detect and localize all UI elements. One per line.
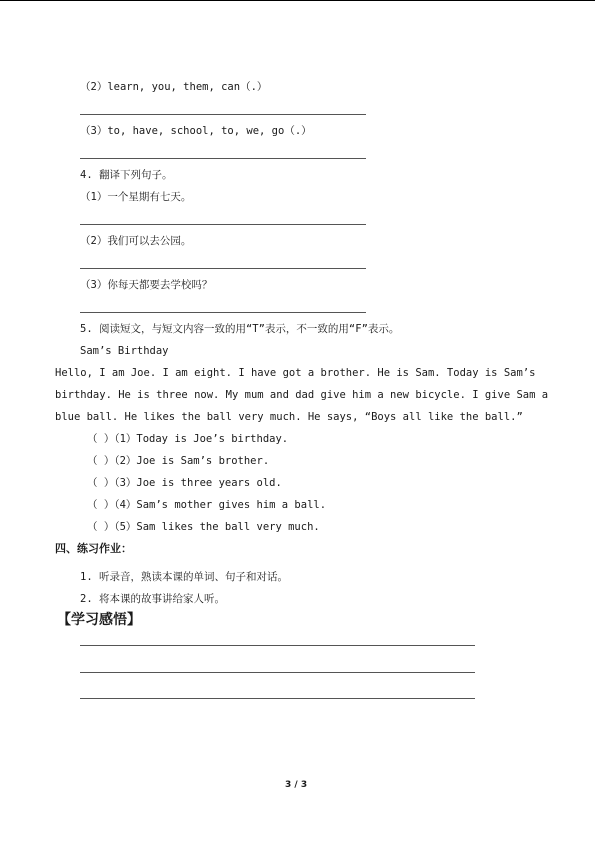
homework-heading: 四、练习作业： [55,542,132,555]
reflection-heading: 【学习感悟】 [57,612,141,628]
passage-line-1: Hello, I am Joe. I am eight. I have got a brother. He is Sam. Today is Sam’s [55,367,536,379]
passage-line-2: birthday. He is three now. My mum and dad give him a new bicycle. I give Sam a [55,389,549,401]
statement-2: （ ）（2）Joe is Sam’s brother. [87,455,270,467]
writing-line [80,672,475,673]
translate-item-3: （3）你每天都要去学校吗？ [80,279,213,291]
homework-item-1: 1. 听录音，熟读本课的单词、句子和对话。 [80,571,288,583]
passage-title: Sam’s Birthday [80,345,169,357]
answer-line [80,158,366,159]
writing-line [80,698,475,699]
translate-item-2: （2）我们可以去公园。 [80,235,192,247]
page-top-border [0,0,595,1]
translate-heading: 4. 翻译下列句子。 [80,169,173,181]
page-number: 3 / 3 [285,780,308,790]
homework-item-2: 2. 将本课的故事讲给家人听。 [80,593,225,605]
ordering-question-2: （2）learn, you, them, can（.） [80,81,268,93]
answer-line [80,224,366,225]
passage-line-3: blue ball. He likes the ball very much. He says, “Boys all like the ball.” [55,411,523,423]
statement-5: （ ）（5）Sam likes the ball very much. [87,521,320,533]
statement-3: （ ）（3）Joe is three years old. [87,477,282,489]
answer-line [80,312,366,313]
statement-1: （ ）（1）Today is Joe’s birthday. [87,433,289,445]
ordering-question-3: （3）to, have, school, to, we, go（.） [80,125,312,137]
translate-item-1: （1）一个星期有七天。 [80,191,192,203]
statement-4: （ ）（4）Sam’s mother gives him a ball. [87,499,327,511]
writing-line [80,645,475,646]
answer-line [80,268,366,269]
reading-heading: 5. 阅读短文，与短文内容一致的用“T”表示，不一致的用“F”表示。 [80,323,400,335]
answer-line [80,114,366,115]
